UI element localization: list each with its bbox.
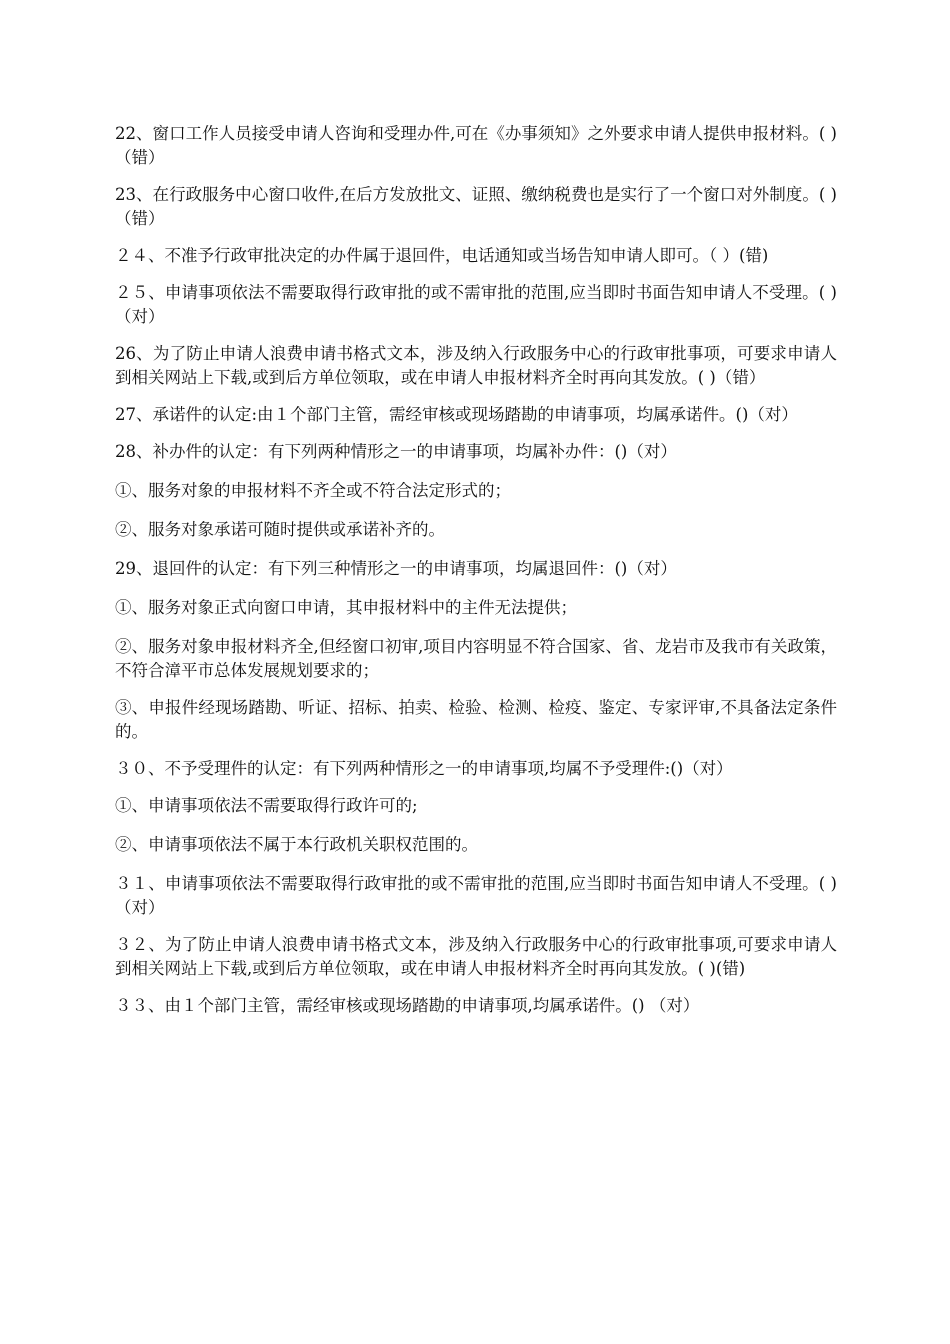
- question-28: 28、补办件的认定：有下列两种情形之一的申请事项，均属补办件：()（对）: [115, 442, 677, 461]
- question-22: 22、窗口工作人员接受申请人咨询和受理办件,可在《办事须知》之外要求申请人提供申报材料。( )（错）: [115, 124, 837, 167]
- question-29-item-3: ③、申报件经现场踏勘、听证、招标、拍卖、检验、检测、检疫、鉴定、专家评审,不具备法定条件的。: [115, 698, 837, 741]
- question-26: 26、为了防止申请人浪费申请书格式文本，涉及纳入行政服务中心的行政审批事项，可要求申请人到相关网站上下载,或到后方单位领取，或在申请人申报材料齐全时再向其发放。( )（错）: [115, 344, 837, 387]
- question-29-item-2: ②、服务对象申报材料齐全,但经窗口初审,项目内容明显不符合国家、省、龙岩市及我市有关政策，不符合漳平市总体发展规划要求的；: [115, 637, 837, 680]
- question-33: ３３、由１个部门主管，需经审核或现场踏勘的申请事项,均属承诺件。() （对）: [115, 996, 700, 1015]
- question-28-item-2: ②、服务对象承诺可随时提供或承诺补齐的。: [115, 520, 445, 539]
- question-24: ２４、不准予行政审批决定的办件属于退回件，电话通知或当场告知申请人即可。（ ）(错): [115, 246, 769, 265]
- question-25: ２５、申请事项依法不需要取得行政审批的或不需审批的范围,应当即时书面告知申请人不受理。( ) （对）: [115, 283, 837, 326]
- question-30: ３０、不予受理件的认定：有下列两种情形之一的申请事项,均属不予受理件:()（对）: [115, 759, 733, 778]
- question-30-item-1: ①、申请事项依法不需要取得行政许可的;: [115, 796, 418, 815]
- question-30-item-2: ②、申请事项依法不属于本行政机关职权范围的。: [115, 835, 478, 854]
- question-32: ３２、为了防止申请人浪费申请书格式文本，涉及纳入行政服务中心的行政审批事项,可要求申请人到相关网站上下载,或到后方单位领取，或在申请人申报材料齐全时再向其发放。( )(错): [115, 935, 837, 978]
- question-23: 23、在行政服务中心窗口收件,在后方发放批文、证照、缴纳税费也是实行了一个窗口对外制度。( )（错）: [115, 185, 837, 228]
- question-29-item-1: ①、服务对象正式向窗口申请，其申报材料中的主件无法提供；: [115, 598, 577, 617]
- question-27: 27、承诺件的认定:由１个部门主管，需经审核或现场踏勘的申请事项，均属承诺件。()（对）: [115, 405, 798, 424]
- question-28-item-1: ①、服务对象的申报材料不齐全或不符合法定形式的；: [115, 481, 511, 500]
- document-page: [115, 122, 837, 1033]
- question-31: ３１、申请事项依法不需要取得行政审批的或不需审批的范围,应当即时书面告知申请人不受理。( )（对）: [115, 874, 837, 917]
- question-29: 29、退回件的认定：有下列三种情形之一的申请事项，均属退回件：()（对）: [115, 559, 677, 578]
